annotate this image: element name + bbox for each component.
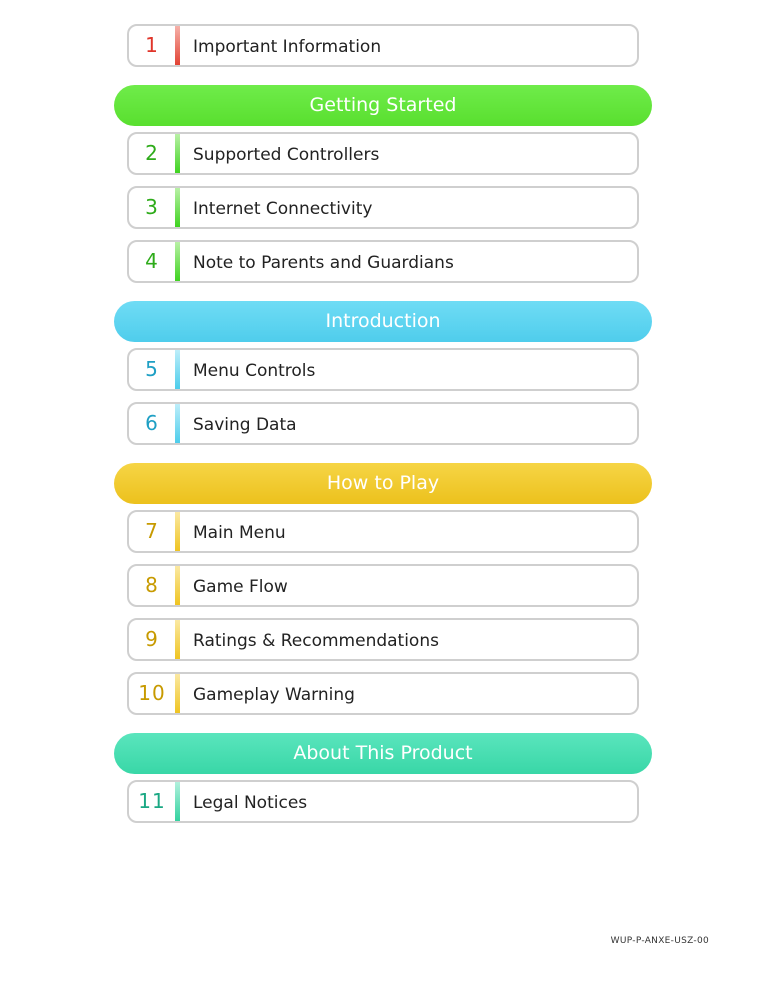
item-color-bar — [175, 188, 180, 227]
item-color-bar — [175, 566, 180, 605]
item-color-bar — [175, 674, 180, 713]
menu-item-menu-controls[interactable] — [127, 348, 639, 391]
menu-item-important-information[interactable] — [127, 24, 639, 67]
item-number: 8 — [145, 573, 159, 597]
section-header-getting-started[interactable]: Getting Started — [114, 85, 652, 126]
item-number: 1 — [145, 33, 159, 57]
item-label: Game Flow — [193, 577, 288, 597]
item-label: Main Menu — [193, 523, 286, 543]
item-color-bar — [175, 134, 180, 173]
section-header-introduction[interactable]: Introduction — [114, 301, 652, 342]
menu-item-game-flow[interactable] — [127, 564, 639, 607]
menu-item-legal-notices[interactable] — [127, 780, 639, 823]
menu-item-note-to-parents[interactable] — [127, 240, 639, 283]
item-color-bar — [175, 26, 180, 65]
item-color-bar — [175, 404, 180, 443]
menu-item-ratings-recommendations[interactable] — [127, 618, 639, 661]
section-header-about-this-product[interactable]: About This Product — [114, 733, 652, 774]
menu-item-gameplay-warning[interactable] — [127, 672, 639, 715]
item-label: Supported Controllers — [193, 145, 380, 165]
item-label: Menu Controls — [193, 361, 316, 381]
item-number: 6 — [145, 411, 159, 435]
item-color-bar — [175, 512, 180, 551]
item-number: 7 — [145, 519, 159, 543]
item-number: 10 — [138, 681, 166, 705]
item-label: Saving Data — [193, 415, 297, 435]
section-header-how-to-play[interactable]: How to Play — [114, 463, 652, 504]
product-code: WUP-P-ANXE-USZ-00 — [610, 936, 709, 946]
item-number: 9 — [145, 627, 159, 651]
menu-item-internet-connectivity[interactable] — [127, 186, 639, 229]
item-label: Ratings & Recommendations — [193, 631, 439, 651]
item-color-bar — [175, 782, 180, 821]
item-label: Legal Notices — [193, 793, 308, 813]
menu-item-supported-controllers[interactable] — [127, 132, 639, 175]
item-color-bar — [175, 620, 180, 659]
item-label: Note to Parents and Guardians — [193, 253, 454, 273]
menu-item-saving-data[interactable] — [127, 402, 639, 445]
menu-item-main-menu[interactable] — [127, 510, 639, 553]
item-color-bar — [175, 350, 180, 389]
item-number: 11 — [138, 789, 166, 813]
item-label: Gameplay Warning — [193, 685, 355, 705]
item-number: 4 — [145, 249, 159, 273]
item-number: 3 — [145, 195, 159, 219]
item-label: Important Information — [193, 37, 382, 57]
item-color-bar — [175, 242, 180, 281]
item-number: 2 — [145, 141, 159, 165]
item-label: Internet Connectivity — [193, 199, 373, 219]
item-number: 5 — [145, 357, 159, 381]
